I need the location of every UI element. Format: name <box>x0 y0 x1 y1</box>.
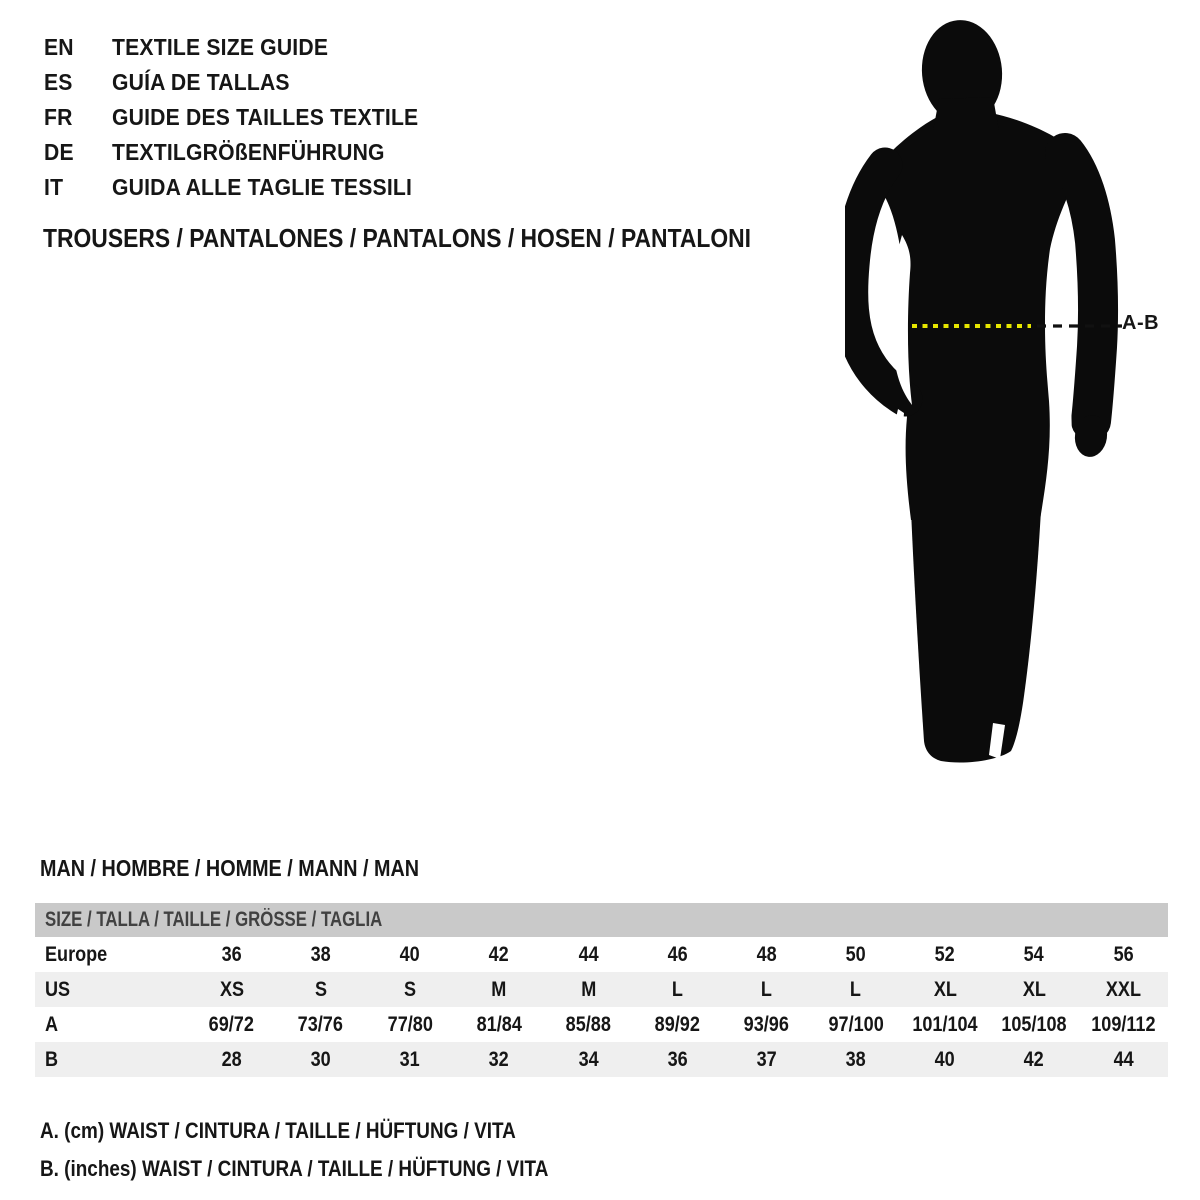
footnote-b <box>40 1150 631 1188</box>
language-label: GUIDA ALLE TAGLIE TESSILI <box>112 174 413 200</box>
size-cell: 81/84 <box>476 1012 522 1036</box>
size-cell: 28 <box>221 1047 242 1071</box>
section-heading-text: MAN / HOMBRE / HOMME / MANN / MAN <box>40 855 420 881</box>
language-row-fr <box>44 100 445 135</box>
size-cell: 40 <box>934 1047 956 1071</box>
size-row-label: A <box>45 1012 59 1036</box>
size-cell: L <box>761 977 773 1001</box>
size-cell: 44 <box>578 942 599 966</box>
size-cell: 93/96 <box>744 1012 790 1036</box>
pocket-gap <box>893 409 904 487</box>
size-cell: 52 <box>934 942 956 966</box>
size-cell: 36 <box>667 1047 688 1071</box>
category-heading <box>43 221 848 255</box>
size-cell: 77/80 <box>387 1012 433 1036</box>
footnote-b-text: B. (inches) WAIST / CINTURA / TAILLE / HÜFTUNG / VITA <box>40 1156 549 1181</box>
language-label: GUIDE DES TAILLES TEXTILE <box>112 104 419 130</box>
language-code: ES <box>44 69 73 95</box>
size-cell: S <box>403 977 416 1001</box>
size-cell: S <box>314 977 327 1001</box>
size-cell: 48 <box>756 942 777 966</box>
figure-area <box>845 15 1125 775</box>
size-cell: 73/76 <box>298 1012 344 1036</box>
language-row-de <box>44 135 445 170</box>
silhouette-right-arm <box>1065 153 1098 421</box>
size-cell: 30 <box>310 1047 331 1071</box>
size-table-header <box>35 903 1168 937</box>
size-table <box>35 903 1168 1077</box>
silhouette-neck <box>933 97 999 131</box>
size-cell: 69/72 <box>208 1012 255 1036</box>
size-row-b <box>35 1042 1168 1077</box>
size-row-label: B <box>45 1047 59 1071</box>
size-cell: 46 <box>667 942 688 966</box>
size-cell: 37 <box>756 1047 777 1071</box>
size-cell: 85/88 <box>565 1012 611 1036</box>
size-row-us <box>35 972 1168 1007</box>
language-label: GUÍA DE TALLAS <box>112 69 290 95</box>
language-label: TEXTILE SIZE GUIDE <box>112 34 329 60</box>
size-cell: 105/108 <box>1001 1012 1067 1036</box>
section-heading <box>40 853 481 883</box>
size-row-label: Europe <box>45 942 108 966</box>
size-row-label: US <box>45 977 71 1001</box>
size-cell: XL <box>933 977 957 1001</box>
size-cell: 32 <box>489 1047 510 1071</box>
measure-label: A-B <box>1122 312 1160 334</box>
size-cell: L <box>671 977 683 1001</box>
size-cell: 109/112 <box>1091 1012 1156 1036</box>
language-code: EN <box>44 34 74 60</box>
language-row-it <box>44 170 445 205</box>
size-cell: XL <box>1022 977 1046 1001</box>
size-row-a <box>35 1007 1168 1042</box>
size-cell: 42 <box>1024 1047 1045 1071</box>
language-list <box>44 30 445 205</box>
size-cell: 34 <box>578 1047 599 1071</box>
language-label: TEXTILGRÖßENFÜHRUNG <box>112 139 385 165</box>
size-table-body <box>35 937 1168 1077</box>
size-cell: 36 <box>221 942 242 966</box>
size-table-grid <box>35 937 1168 1077</box>
size-cell: M <box>580 977 596 1001</box>
language-row-en <box>44 30 445 65</box>
size-cell: 40 <box>399 942 420 966</box>
size-cell: XS <box>219 977 244 1001</box>
size-cell: 44 <box>1113 1047 1134 1071</box>
size-cell: 31 <box>399 1047 420 1071</box>
size-cell: 54 <box>1024 942 1045 966</box>
size-table-header-text: SIZE / TALLA / TAILLE / GRÖSSE / TAGLIA <box>45 908 383 931</box>
size-cell: 97/100 <box>828 1012 884 1036</box>
silhouette-legs <box>911 510 1041 763</box>
size-cell: 56 <box>1113 942 1134 966</box>
size-cell: 50 <box>845 942 866 966</box>
language-code: FR <box>44 104 73 130</box>
footnote-a <box>40 1112 631 1150</box>
language-code: IT <box>44 174 64 200</box>
language-code: DE <box>44 139 74 165</box>
size-cell: 101/104 <box>912 1012 978 1036</box>
man-silhouette <box>845 15 1125 775</box>
category-heading-text: TROUSERS / PANTALONES / PANTALONS / HOSEN / PANTALONI <box>43 223 752 253</box>
footnote-a-text: A. (cm) WAIST / CINTURA / TAILLE / HÜFTUNG / VITA <box>40 1118 516 1143</box>
footnotes <box>40 1112 631 1188</box>
size-cell: 89/92 <box>654 1012 701 1036</box>
size-cell: XXL <box>1105 977 1141 1001</box>
size-row-europe <box>35 937 1168 972</box>
size-cell: 38 <box>310 942 331 966</box>
size-cell: M <box>491 977 507 1001</box>
size-cell: 42 <box>489 942 510 966</box>
language-row-es <box>44 65 445 100</box>
size-cell: L <box>850 977 862 1001</box>
armpit-gap-right <box>1049 257 1072 515</box>
size-cell: 38 <box>845 1047 866 1071</box>
